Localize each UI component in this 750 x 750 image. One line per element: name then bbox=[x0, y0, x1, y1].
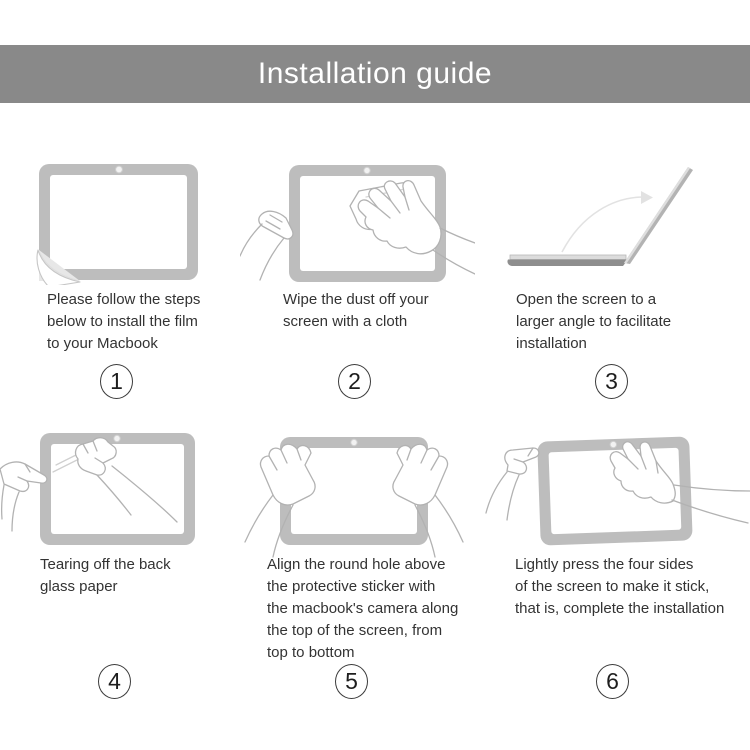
caption-line: Open the screen to a bbox=[516, 291, 657, 308]
caption-line: larger angle to facilitate bbox=[516, 313, 672, 330]
caption-line: the protective sticker with bbox=[267, 578, 436, 595]
step-1-number-badge bbox=[100, 364, 133, 399]
step-6-caption bbox=[515, 554, 724, 620]
caption-line: glass paper bbox=[40, 578, 118, 595]
caption-line: the top of the screen, from bbox=[267, 622, 443, 639]
caption-line: below to install the film bbox=[47, 313, 198, 330]
step-number: 3 bbox=[605, 368, 618, 394]
step-6-number-badge bbox=[596, 664, 629, 699]
step-3-caption bbox=[516, 289, 671, 355]
step-number: 4 bbox=[108, 668, 121, 694]
hand-tearing-paper-illustration bbox=[0, 425, 245, 560]
hands-pressing-sides-illustration bbox=[480, 423, 750, 563]
caption-line: of the screen to make it stick, bbox=[515, 578, 710, 595]
hand-wiping-screen-illustration bbox=[240, 158, 475, 288]
caption-line: that is, complete the installation bbox=[515, 600, 725, 617]
caption-line: Please follow the steps bbox=[47, 291, 201, 308]
step-3-number-badge bbox=[595, 364, 628, 399]
film-with-peeled-corner-illustration bbox=[35, 160, 205, 285]
step-2-caption bbox=[283, 289, 429, 333]
caption-line: top to bottom bbox=[267, 644, 355, 661]
caption-line: Lightly press the four sides bbox=[515, 556, 694, 573]
laptop-open-illustration bbox=[500, 160, 700, 275]
step-1-caption bbox=[47, 289, 200, 355]
caption-line: the macbook's camera along bbox=[267, 600, 459, 617]
step-5-number-badge bbox=[335, 664, 368, 699]
caption-line: screen with a cloth bbox=[283, 313, 408, 330]
header-bar bbox=[0, 45, 750, 103]
page-title: Installation guide bbox=[257, 57, 493, 90]
step-5-caption bbox=[267, 554, 458, 664]
two-hands-aligning-illustration bbox=[225, 423, 475, 563]
caption-line: installation bbox=[516, 335, 587, 352]
step-4-caption bbox=[40, 554, 171, 598]
step-4-number-badge bbox=[98, 664, 131, 699]
caption-line: to your Macbook bbox=[47, 335, 158, 352]
step-number: 1 bbox=[110, 368, 123, 394]
step-2-number-badge bbox=[338, 364, 371, 399]
caption-line: Wipe the dust off your bbox=[283, 291, 429, 308]
step-number: 6 bbox=[606, 668, 619, 694]
caption-line: Align the round hole above bbox=[267, 556, 446, 573]
step-number: 5 bbox=[345, 668, 358, 694]
step-number: 2 bbox=[348, 368, 361, 394]
caption-line: Tearing off the back bbox=[40, 556, 171, 573]
